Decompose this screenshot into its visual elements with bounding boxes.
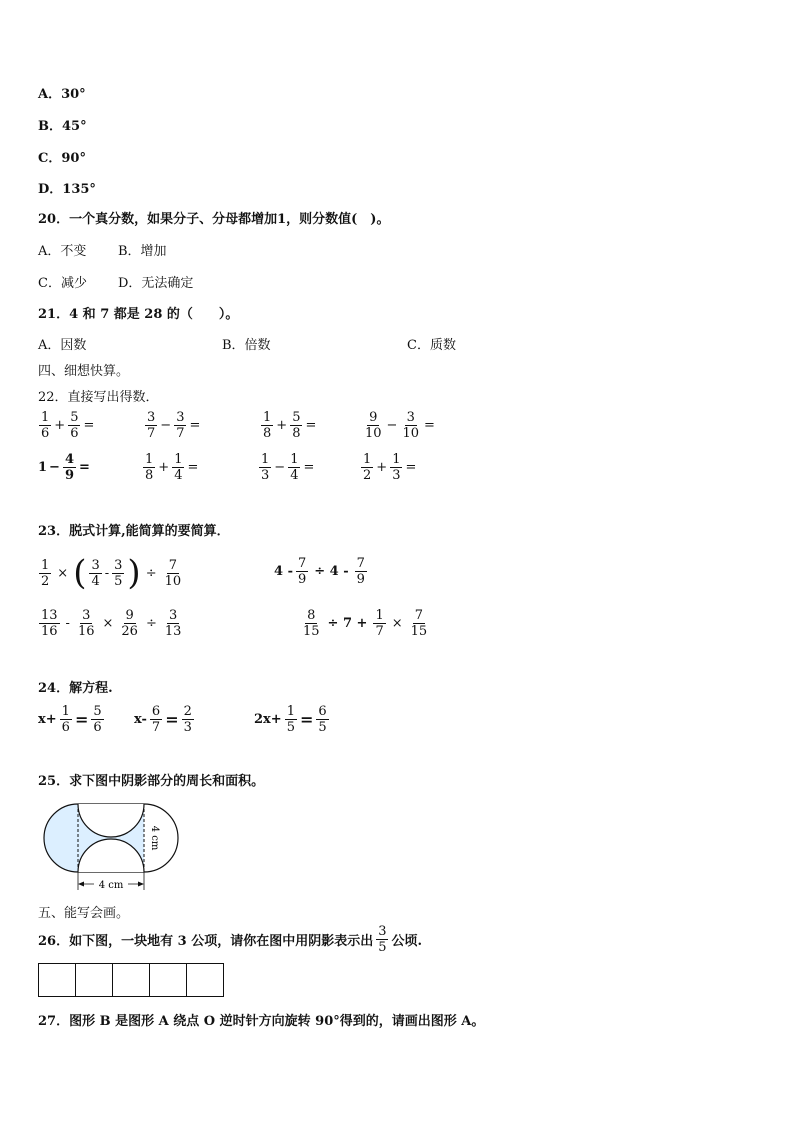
grid-cell[interactable] xyxy=(75,963,113,997)
q24-equation-2: x- $\frac{6}{7}$ = $\frac{2}{3}$ xyxy=(134,704,192,735)
section-five-title: 五、能写会画。 xyxy=(38,906,130,921)
q22-item-2: $\frac{3}{7}$ − $\frac{3}{7}$ = xyxy=(147,410,201,441)
q23-expression-1: $\frac{1}{2}$ × ( $\frac{3}{4}$ - $\frac{3}{5}$ ) ÷ $\frac{7}{10}$ xyxy=(41,553,182,593)
q24-stem: 24．解方程. xyxy=(38,681,113,696)
q22-stem: 22．直接写出得数． xyxy=(38,390,159,405)
q24-equation-3: 2x+ $\frac{1}{5}$ = $\frac{6}{5}$ xyxy=(254,704,327,735)
q23-stem: 23．脱式计算,能简算的要简算． xyxy=(38,524,230,539)
q23-expression-2: 4 - $\frac{7}{9}$ ÷ 4 - $\frac{7}{9}$ xyxy=(274,556,365,587)
option-d: D．135° xyxy=(38,182,96,197)
option-c: C．90° xyxy=(38,151,86,166)
q20-option-c: C．减少 xyxy=(38,276,87,291)
q22-item-6: $\frac{1}{8}$ + $\frac{1}{4}$ = xyxy=(145,452,199,483)
q25-stem: 25．求下图中阴影部分的周长和面积。 xyxy=(38,774,265,789)
q21-option-b: B．倍数 xyxy=(222,338,271,353)
grid-cell[interactable] xyxy=(149,963,187,997)
grid-cell[interactable] xyxy=(38,963,76,997)
q20-option-d: D．无法确定 xyxy=(118,276,194,291)
q20-option-b: B．增加 xyxy=(118,244,167,259)
height-label: 4 cm xyxy=(149,825,160,851)
width-label: 4 cm xyxy=(98,880,124,891)
q27-stem: 27．图形 B 是图形 A 绕点 O 逆时针方向旋转 90°得到的，请画出图形 A。 xyxy=(38,1014,485,1029)
q21-stem: 21．4 和 7 都是 28 的（ ）。 xyxy=(38,307,239,322)
option-b: B．45° xyxy=(38,119,87,134)
option-a: A．30° xyxy=(38,87,86,102)
grid-cell[interactable] xyxy=(112,963,150,997)
q20-stem: 20．一个真分数，如果分子、分母都增加1，则分数值( )。 xyxy=(38,212,390,227)
q20-option-a: A．不变 xyxy=(38,244,87,259)
q22-item-7: $\frac{1}{3}$ − $\frac{1}{4}$ = xyxy=(261,452,315,483)
section-four-title: 四、细想快算。 xyxy=(38,364,130,379)
q23-expression-4: $\frac{8}{15}$ ÷ 7 + $\frac{1}{7}$ × $\frac{7}{15}$ xyxy=(303,608,428,639)
q21-option-a: A．因数 xyxy=(38,338,87,353)
shaded-figure xyxy=(38,800,188,896)
q22-item-5: 1 − $\frac{4}{9}$ = xyxy=(38,452,90,483)
q22-item-8: $\frac{1}{2}$ + $\frac{1}{3}$ = xyxy=(363,452,417,483)
q24-equation-1: x+ $\frac{1}{6}$ = $\frac{5}{6}$ xyxy=(38,704,102,735)
q22-item-4: $\frac{9}{10}$ − $\frac{3}{10}$ = xyxy=(365,410,435,441)
q23-expression-3: $\frac{13}{16}$ - $\frac{3}{16}$ × $\frac{9}{26}$ ÷ $\frac{3}{13}$ xyxy=(41,608,182,639)
grid-cell[interactable] xyxy=(186,963,224,997)
q22-item-3: $\frac{1}{8}$ + $\frac{5}{8}$ = xyxy=(263,410,317,441)
land-grid[interactable] xyxy=(38,963,224,997)
q21-option-c: C．质数 xyxy=(407,338,456,353)
q26-stem: 26．如下图，一块地有 3 公项，请你在图中用阴影表示出 $\frac{3}{5}$ 公顷. xyxy=(38,924,423,955)
q22-item-1: $\frac{1}{6}$ + $\frac{5}{6}$ = xyxy=(41,410,95,441)
